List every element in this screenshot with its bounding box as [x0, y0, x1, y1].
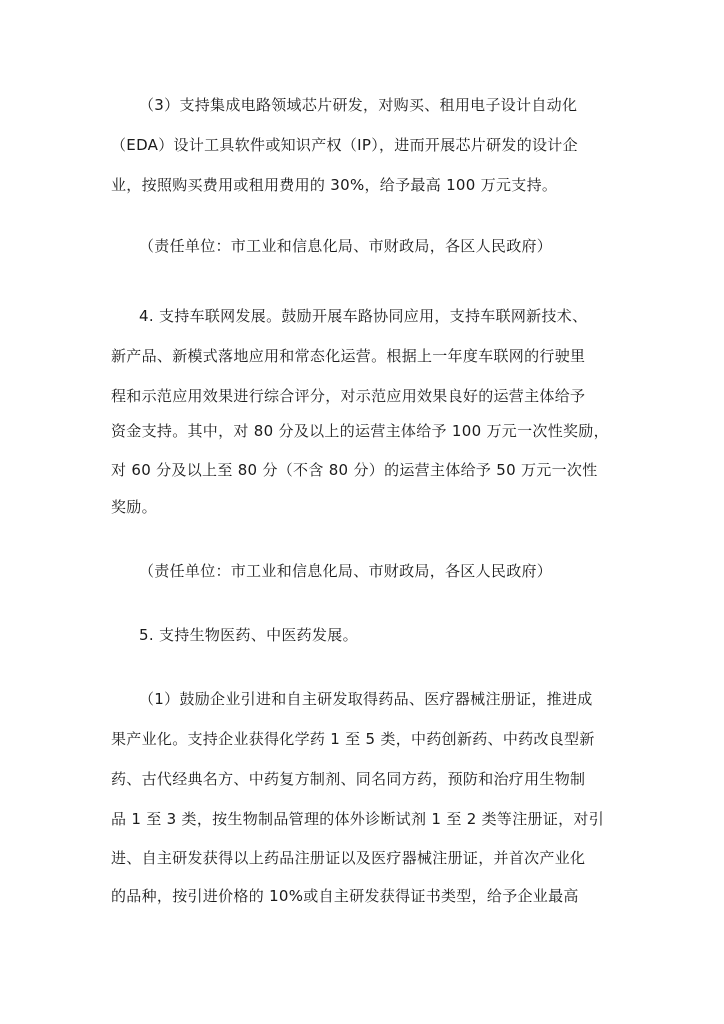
- text-line: （EDA）设计工具软件或知识产权（IP），进而开展芯片研发的设计企: [111, 136, 578, 154]
- text-line: 奖励。: [111, 498, 157, 516]
- text-line: 5. 支持生物医药、中医药发展。: [139, 626, 358, 644]
- text-line: 对 60 分及以上至 80 分（不含 80 分）的运营主体给予 50 万元一次性: [111, 461, 598, 479]
- text-line: 品 1 至 3 类，按生物制品管理的体外诊断试剂 1 至 2 类等注册证，对引: [111, 810, 605, 828]
- text-line: 的品种，按引进价格的 10%或自主研发获得证书类型，给予企业最高: [111, 887, 579, 905]
- text-line: （1）鼓励企业引进和自主研发取得药品、医疗器械注册证，推进成: [139, 690, 593, 708]
- text-line: （3）支持集成电路领域芯片研发，对购买、租用电子设计自动化: [139, 96, 578, 114]
- text-line: 新产品、新模式落地应用和常态化运营。根据上一年度车联网的行驶里: [111, 347, 586, 365]
- text-line: 业，按照购买费用或租用费用的 30%，给予最高 100 万元支持。: [111, 176, 558, 194]
- text-line: （责任单位：市工业和信息化局、市财政局，各区人民政府）: [139, 562, 553, 580]
- text-line: （责任单位：市工业和信息化局、市财政局，各区人民政府）: [139, 237, 553, 255]
- text-line: 药、古代经典名方、中药复方制剂、同名同方药，预防和治疗用生物制: [111, 770, 586, 788]
- text-line: 4. 支持车联网发展。鼓励开展车路协同应用，支持车联网新技术、: [139, 307, 588, 325]
- text-line: 资金支持。其中，对 80 分及以上的运营主体给予 100 万元一次性奖励，: [111, 422, 609, 440]
- text-line: 果产业化。支持企业获得化学药 1 至 5 类，中药创新药、中药改良型新: [111, 730, 595, 748]
- text-line: 程和示范应用效果进行综合评分，对示范应用效果良好的运营主体给予: [111, 387, 586, 405]
- text-line: 进、自主研发获得以上药品注册证以及医疗器械注册证，并首次产业化: [111, 849, 586, 867]
